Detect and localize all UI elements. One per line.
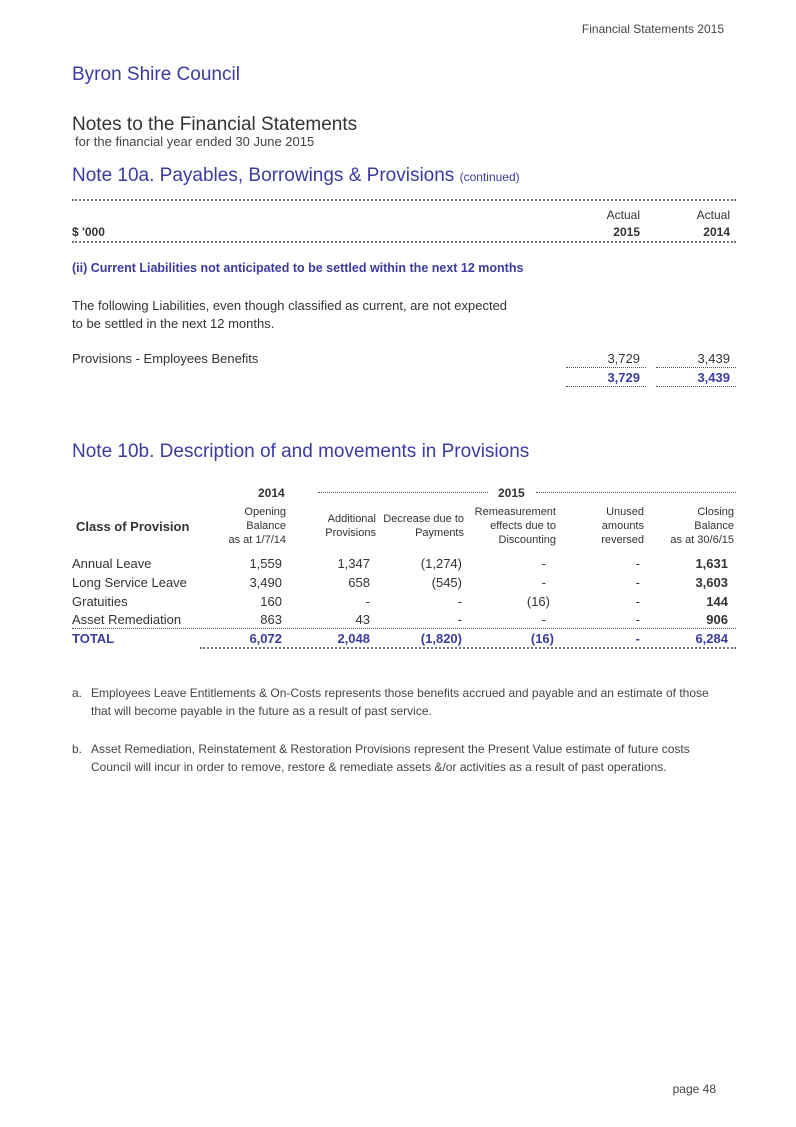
section-heading: (ii) Current Liabilities not anticipated to be settled within the next 12 months xyxy=(72,261,524,275)
gratuities-additional: - xyxy=(365,594,370,609)
col-2015-header-line1: Actual xyxy=(606,208,640,222)
row-label-long-service-leave: Long Service Leave xyxy=(72,575,187,590)
annual-leave-closing: 1,631 xyxy=(695,556,728,571)
asset-remediation-opening: 863 xyxy=(260,612,282,627)
provisions-row-label: Provisions - Employees Benefits xyxy=(72,351,259,366)
asset-remediation-remeasure: - xyxy=(541,612,546,627)
annual-leave-remeasure: - xyxy=(541,556,546,571)
footnote-a-line-1: Employees Leave Entitlements & On-Costs represents those benefits accrued and payable and an estimate of those xyxy=(91,686,709,700)
long-service-remeasure: - xyxy=(541,575,546,590)
total-decrease: (1,820) xyxy=(420,631,462,646)
provisions-row-2014: 3,439 xyxy=(697,351,730,366)
year-2015-rule-right xyxy=(536,492,736,493)
total-bottom-rule xyxy=(200,647,736,649)
additional-header-line1: Additional xyxy=(327,513,376,525)
additional-header-line2: Provisions xyxy=(325,527,376,539)
gratuities-opening: 160 xyxy=(260,594,282,609)
table-top-rule xyxy=(72,199,736,201)
class-of-provision-header: Class of Provision xyxy=(76,519,190,534)
notes-title: Notes to the Financial Statements xyxy=(72,114,358,135)
continued-label: (continued) xyxy=(459,170,520,184)
annual-leave-opening: 1,559 xyxy=(249,556,282,571)
annual-leave-unused: - xyxy=(635,556,640,571)
closing-header-line1: Closing xyxy=(697,506,734,518)
opening-balance-header xyxy=(200,505,286,547)
col-2014-header-line1: Actual xyxy=(696,208,730,222)
long-service-opening: 3,490 xyxy=(249,575,282,590)
page-number: page 48 xyxy=(672,1082,716,1096)
decrease-payments-header xyxy=(372,512,464,540)
row-label-gratuities: Gratuities xyxy=(72,594,128,609)
unused-amounts-header xyxy=(570,505,644,547)
closing-header-line2: Balance xyxy=(694,520,734,532)
paragraph-line-2: to be settled in the next 12 months. xyxy=(72,316,275,331)
long-service-closing: 3,603 xyxy=(695,575,728,590)
unused-header-line2: amounts xyxy=(601,520,644,532)
closing-header-line3: as at 30/6/15 xyxy=(670,534,734,546)
unused-header-line1: Unused xyxy=(606,506,644,518)
remeasure-header-line2: effects due to xyxy=(490,520,556,532)
total-2015: 3,729 xyxy=(607,370,640,385)
col-2015-header-line2: 2015 xyxy=(613,225,640,239)
total-closing: 6,284 xyxy=(695,631,728,646)
gratuities-remeasure: (16) xyxy=(526,594,550,609)
asset-remediation-unused: - xyxy=(635,612,640,627)
asset-remediation-decrease: - xyxy=(457,612,462,627)
opening-header-line1: Opening xyxy=(244,506,286,518)
note-10a-title-text: Note 10a. Payables, Borrowings & Provisions xyxy=(72,165,455,186)
remeasurement-header xyxy=(460,505,556,547)
paragraph-line-1: The following Liabilities, even though classified as current, are not expected xyxy=(72,298,508,313)
asset-remediation-additional: 43 xyxy=(355,612,370,627)
note-10b-title: Note 10b. Description of and movements in Provisions xyxy=(72,441,530,462)
footnote-b-line-2: Council will incur in order to remove, restore & remediate assets &/or activities as a result of past operations. xyxy=(91,760,667,774)
long-service-decrease: (545) xyxy=(431,575,462,590)
col-2014-header-line2: 2014 xyxy=(703,225,730,239)
remeasure-header-line3: Discounting xyxy=(498,534,556,546)
council-name: Byron Shire Council xyxy=(72,64,240,85)
decrease-header-line1: Decrease due to xyxy=(383,513,464,525)
long-service-additional: 658 xyxy=(348,575,370,590)
total-top-rule xyxy=(72,628,736,629)
total-additional: 2,048 xyxy=(337,631,370,646)
total-rule-2014 xyxy=(656,386,736,387)
decrease-header-line2: Payments xyxy=(415,527,464,539)
gratuities-decrease: - xyxy=(457,594,462,609)
remeasure-header-line1: Remeasurement xyxy=(474,506,556,518)
gratuities-unused: - xyxy=(635,594,640,609)
footnote-a-line-2: that will become payable in the future as a result of past service. xyxy=(91,704,432,718)
closing-balance-header xyxy=(650,505,734,547)
subtotal-rule-2015 xyxy=(566,367,646,368)
unit-label: $ '000 xyxy=(72,225,105,239)
subtotal-rule-2014 xyxy=(656,367,736,368)
asset-remediation-closing: 906 xyxy=(706,612,728,627)
year-2014-header: 2014 xyxy=(258,486,285,500)
long-service-unused: - xyxy=(635,575,640,590)
total-opening: 6,072 xyxy=(249,631,282,646)
annual-leave-additional: 1,347 xyxy=(337,556,370,571)
footnote-b-line-1: Asset Remediation, Reinstatement & Restoration Provisions represent the Present Value estimate of future costs xyxy=(91,742,690,756)
footnote-b xyxy=(72,740,732,776)
year-2015-header: 2015 xyxy=(498,486,525,500)
provisions-row-2015: 3,729 xyxy=(607,351,640,366)
year-2015-rule-left xyxy=(318,492,488,493)
total-rule-2015 xyxy=(566,386,646,387)
annual-leave-decrease: (1,274) xyxy=(420,556,462,571)
notes-subtitle: for the financial year ended 30 June 2015 xyxy=(75,134,315,149)
opening-header-line3: as at 1/7/14 xyxy=(228,534,286,546)
table-header-rule xyxy=(72,241,736,243)
unused-header-line3: reversed xyxy=(601,534,644,546)
footnote-b-label: b. xyxy=(72,742,83,756)
total-unused: - xyxy=(635,631,640,646)
footnote-a-label: a. xyxy=(72,686,83,700)
row-label-asset-remediation: Asset Remediation xyxy=(72,612,182,627)
gratuities-closing: 144 xyxy=(706,594,728,609)
row-label-annual-leave: Annual Leave xyxy=(72,556,152,571)
additional-provisions-header xyxy=(296,512,376,540)
total-remeasure: (16) xyxy=(530,631,554,646)
total-label: TOTAL xyxy=(72,631,115,646)
footnote-a xyxy=(72,684,732,720)
note-10a-title xyxy=(72,165,520,187)
document-label: Financial Statements 2015 xyxy=(581,22,724,36)
total-2014: 3,439 xyxy=(697,370,730,385)
opening-header-line2: Balance xyxy=(246,520,286,532)
